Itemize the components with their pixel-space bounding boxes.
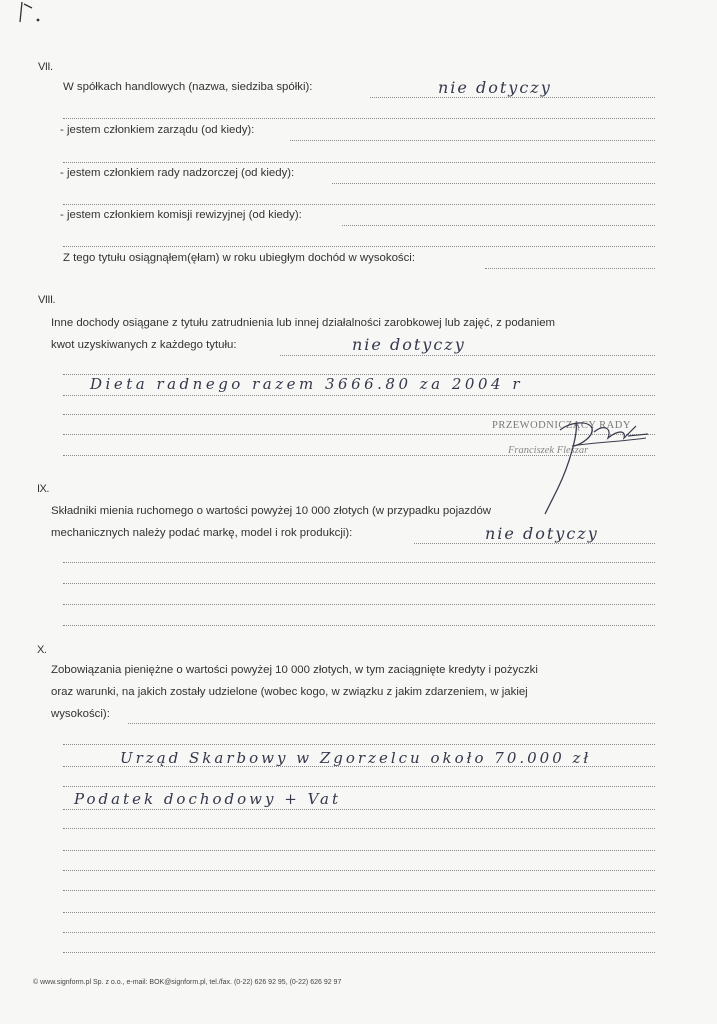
vii-supervisory-field	[332, 183, 655, 184]
section-x-number: X.	[37, 644, 47, 656]
vii-companies-field	[370, 97, 655, 98]
ix-answer-field	[414, 543, 655, 544]
viii-diet-answer: Dieta radnego razem 3666.80 za 2004 r	[90, 375, 524, 393]
x-blank-line	[63, 809, 655, 810]
x-blank-line	[63, 912, 655, 913]
signature	[508, 408, 668, 518]
x-blank-line	[63, 744, 655, 745]
x-answer-line1: Urząd Skarbowy w Zgorzelcu około 70.000 zł	[120, 749, 592, 767]
x-question-line3: wysokości):	[51, 708, 110, 720]
page-footer: © www.signform.pl Sp. z o.o., e-mail: BOK@signform.pl, tel./fax. (0-22) 626 92 95, (0-22) 626 92 97	[33, 979, 342, 986]
x-answer-field	[128, 723, 655, 724]
viii-question-line1: Inne dochody osiągane z tytułu zatrudnienia lub innej działalności zarobkowej lub zajęć, z podaniem	[51, 317, 556, 329]
x-blank-line	[63, 932, 655, 933]
ix-question-line1: Składniki mienia ruchomego o wartości powyżej 10 000 złotych (w przypadku pojazdów	[51, 505, 492, 517]
x-blank-line	[63, 870, 655, 871]
x-blank-line	[63, 890, 655, 891]
vii-board-label: - jestem członkiem zarządu (od kiedy):	[60, 124, 255, 136]
ix-blank-line	[63, 562, 655, 563]
x-question-line1: Zobowiązania pieniężne o wartości powyżej 10 000 złotych, w tym zaciągnięte kredyty i pożyczki	[51, 664, 538, 676]
viii-question-line2: kwot uzyskiwanych z każdego tytułu:	[51, 339, 237, 351]
section-vii-number: VII.	[38, 61, 53, 73]
x-blank-line	[63, 828, 655, 829]
viii-answer-field	[280, 355, 655, 356]
vii-audit-field	[342, 225, 655, 226]
vii-blank-line	[63, 246, 655, 247]
ix-answer: nie dotyczy	[485, 524, 599, 543]
ix-blank-line	[63, 625, 655, 626]
stamp-name: Franciszek Fleszar	[508, 445, 589, 456]
vii-blank-line	[63, 162, 655, 163]
vii-income-field	[485, 268, 655, 269]
stamp-title: PRZEWODNICZĄCY RADY	[492, 420, 631, 431]
viii-blank-line	[63, 395, 655, 396]
ix-blank-line	[63, 583, 655, 584]
ix-question-line2: mechanicznych należy podać markę, model i rok produkcji):	[51, 527, 353, 539]
section-ix-number: IX.	[37, 483, 49, 495]
ix-blank-line	[63, 604, 655, 605]
scan-mark	[14, 0, 44, 40]
vii-companies-label: W spółkach handlowych (nazwa, siedziba spółki):	[63, 81, 313, 93]
vii-audit-label: - jestem członkiem komisji rewizyjnej (od kiedy):	[60, 209, 302, 221]
x-blank-line	[63, 766, 655, 767]
vii-board-field	[290, 140, 655, 141]
section-viii-number: VIII.	[38, 294, 56, 306]
vii-companies-answer: nie dotyczy	[438, 78, 552, 97]
vii-blank-line	[63, 204, 655, 205]
vii-blank-line	[63, 118, 655, 119]
vii-income-label: Z tego tytułu osiągnąłem(ęłam) w roku ubiegłym dochód w wysokości:	[63, 252, 415, 264]
x-answer-line2: Podatek dochodowy + Vat	[74, 790, 342, 808]
vii-supervisory-label: - jestem członkiem rady nadzorczej (od kiedy):	[60, 167, 295, 179]
x-blank-line	[63, 952, 655, 953]
viii-answer: nie dotyczy	[352, 335, 466, 354]
x-question-line2: oraz warunki, na jakich zostały udzielone (wobec kogo, w związku z jakim zdarzeniem, w jakiej	[51, 686, 528, 698]
x-blank-line	[63, 786, 655, 787]
x-blank-line	[63, 850, 655, 851]
